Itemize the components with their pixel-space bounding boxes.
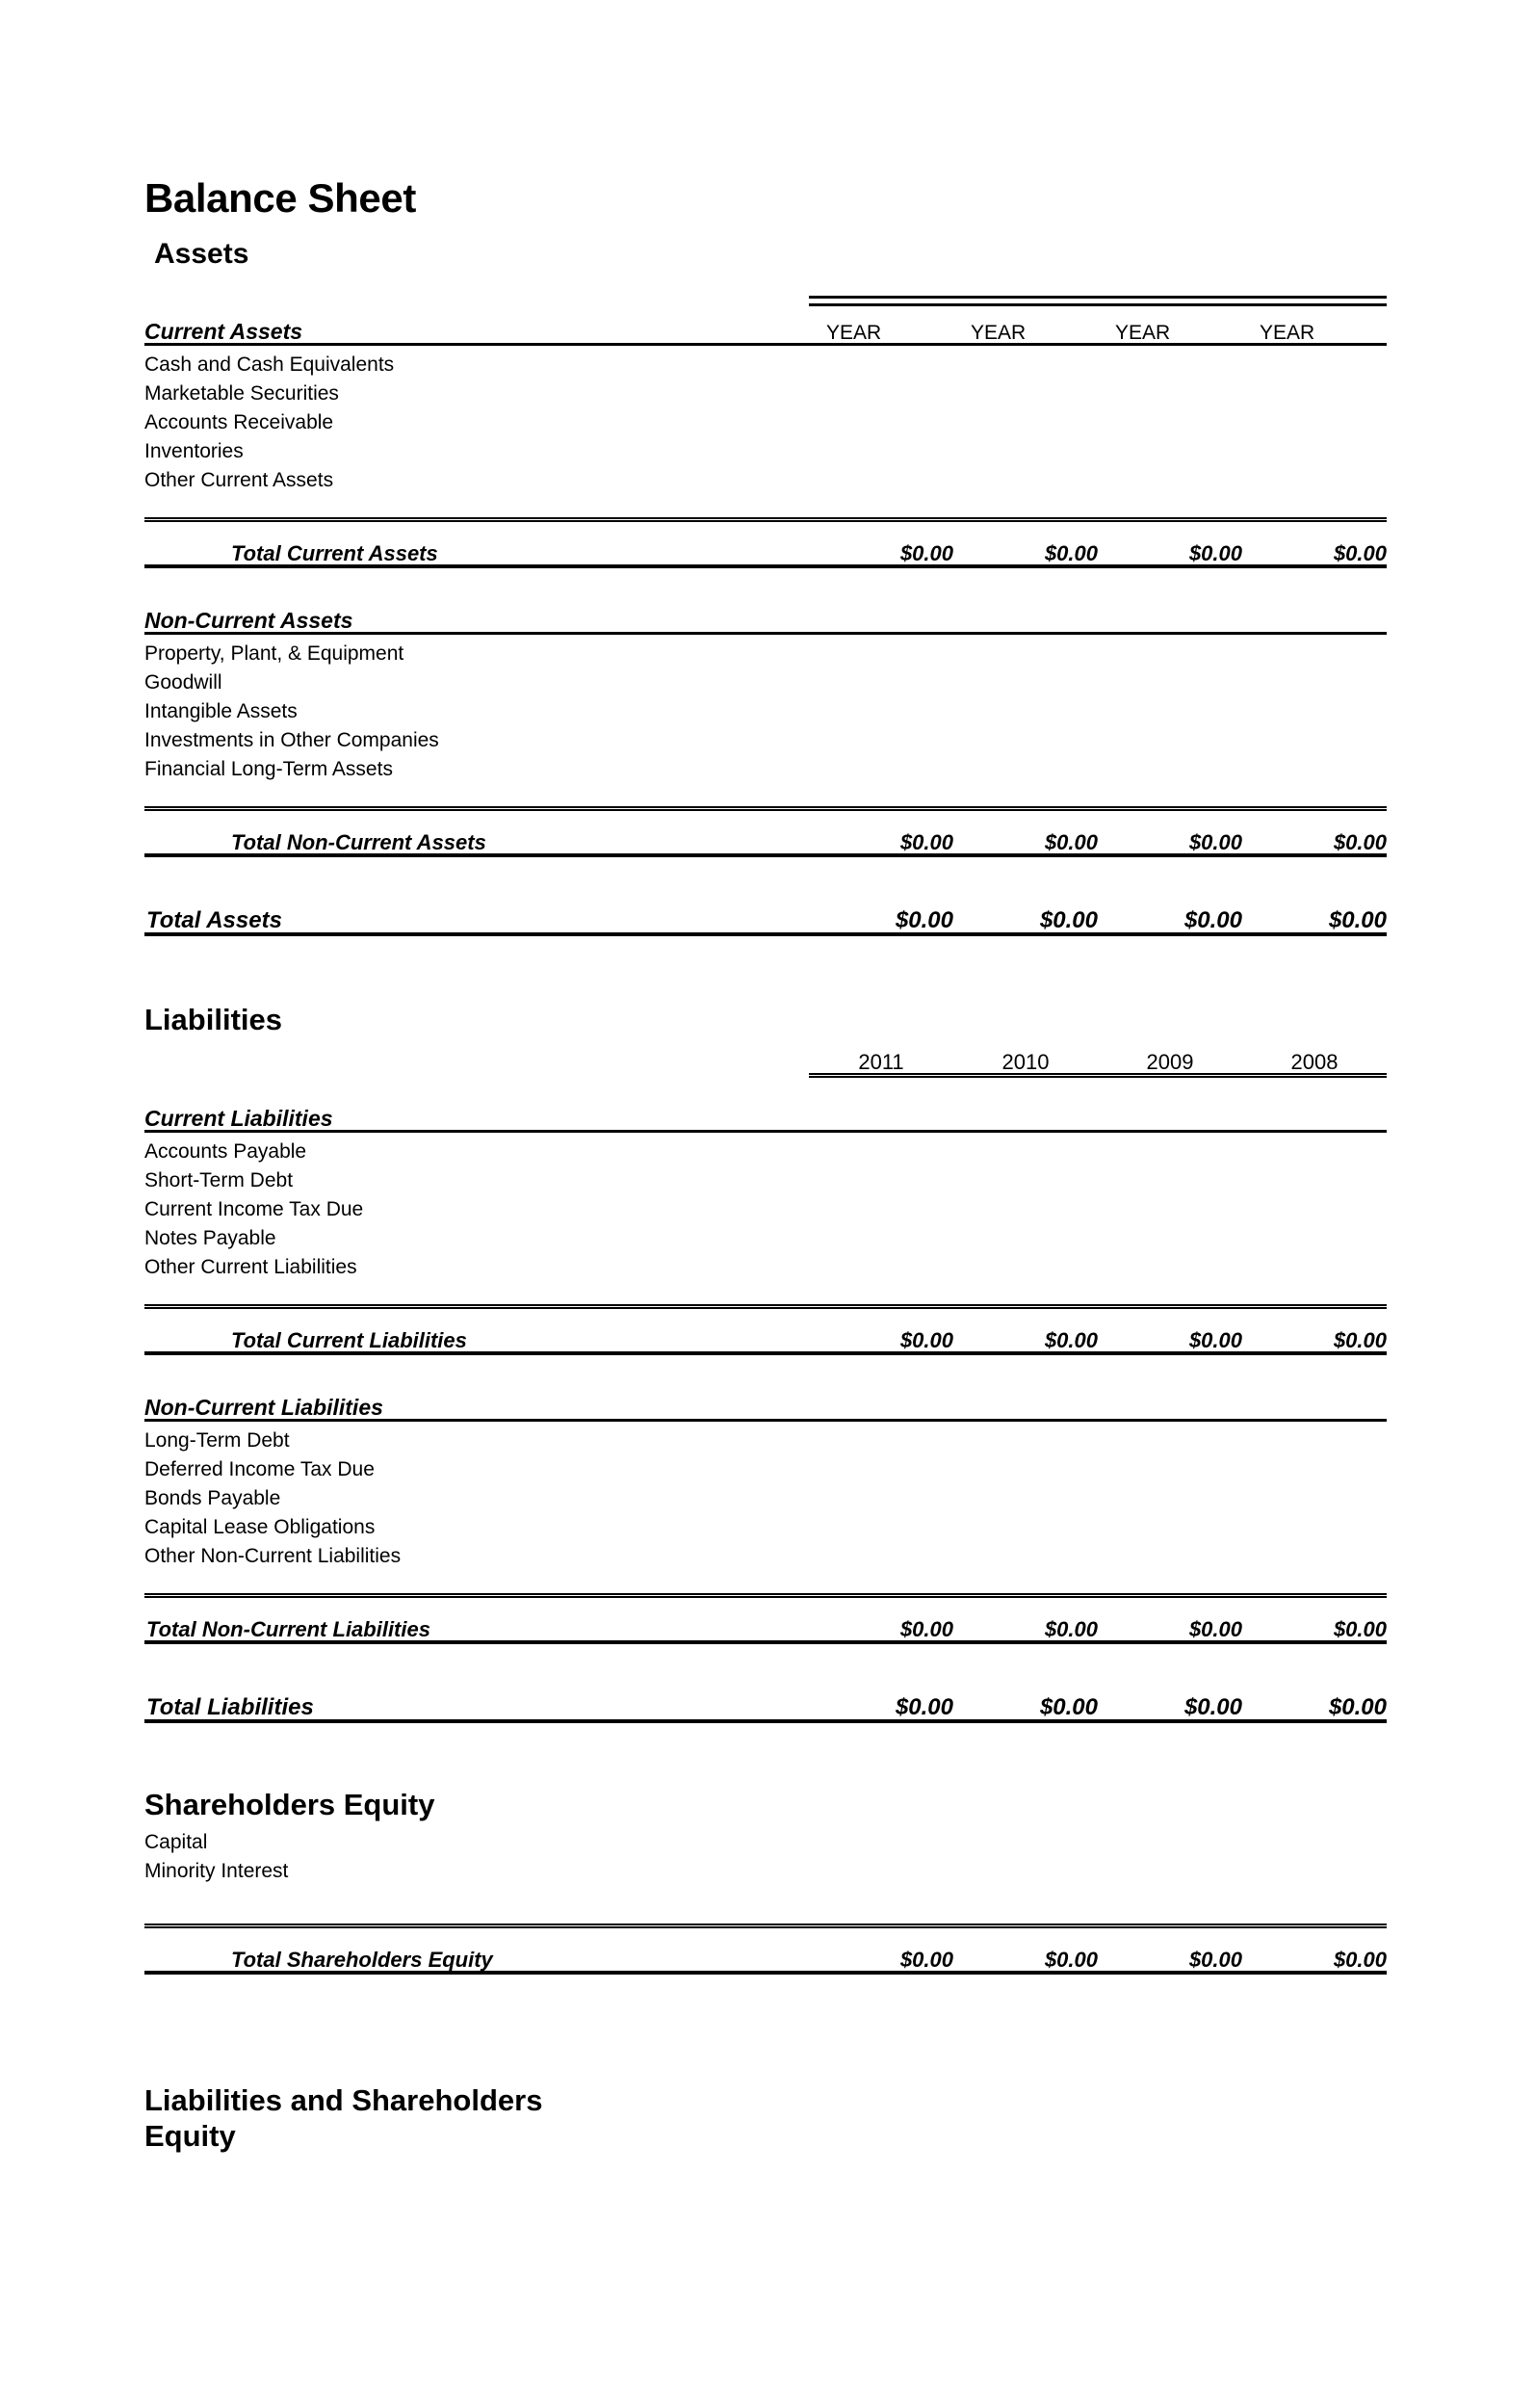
column-header-year-1: YEAR	[809, 305, 953, 345]
total-label: Total Non-Current Assets	[144, 809, 809, 856]
value-cell	[1098, 1852, 1242, 1881]
liabilities-current-group-header	[144, 1093, 1387, 1132]
line-item-label: Long-Term Debt	[144, 1428, 290, 1452]
total-label: Total Non-Current Liabilities	[144, 1595, 809, 1642]
total-noncurrent-liabilities-row	[144, 1595, 1387, 1642]
value-cell	[1098, 750, 1242, 779]
total-shareholders-equity-row	[144, 1925, 1387, 1973]
table-row	[144, 1248, 1387, 1277]
total-value: $0.00	[1098, 1306, 1242, 1353]
value-cell	[1098, 1382, 1242, 1421]
value-cell	[1242, 595, 1387, 634]
column-header-year-1: 2011	[809, 1038, 953, 1076]
grand-total-value: $0.00	[953, 884, 1098, 934]
line-item-label: Deferred Income Tax Due	[144, 1457, 375, 1480]
table-row	[144, 634, 1387, 665]
value-cell	[1242, 721, 1387, 750]
table-row	[144, 345, 1387, 376]
value-cell	[953, 1191, 1098, 1219]
value-cell	[809, 432, 953, 461]
value-cell	[1242, 1162, 1387, 1191]
total-value: $0.00	[953, 1306, 1098, 1353]
value-cell	[809, 1537, 953, 1566]
line-item-label: Accounts Payable	[144, 1139, 307, 1163]
table-row	[144, 1508, 1387, 1537]
line-item-label: Current Income Tax Due	[144, 1197, 364, 1220]
value-cell	[1098, 634, 1242, 665]
value-cell	[1242, 1479, 1387, 1508]
total-liabilities-row	[144, 1671, 1387, 1721]
line-item-label: Capital Lease Obligations	[144, 1515, 376, 1538]
total-value: $0.00	[1098, 520, 1242, 567]
page-title: Balance Sheet	[144, 175, 416, 221]
spacer-row	[144, 1353, 1387, 1382]
value-cell	[1242, 1420, 1387, 1451]
value-cell	[1098, 1093, 1242, 1132]
group-label: Current Liabilities	[144, 1093, 809, 1132]
assets-table	[144, 269, 1387, 936]
line-item-label: Capital	[144, 1830, 208, 1853]
table-row	[144, 1420, 1387, 1451]
line-item-label: Other Current Assets	[144, 469, 334, 491]
table-row	[144, 1852, 1387, 1881]
value-cell	[1098, 721, 1242, 750]
total-value: $0.00	[1098, 809, 1242, 856]
value-cell	[953, 1537, 1098, 1566]
spacer-row	[144, 1642, 1387, 1671]
value-cell	[953, 693, 1098, 721]
total-label: Total Current Assets	[144, 520, 809, 567]
total-value: $0.00	[953, 1925, 1098, 1973]
line-item-label: Intangible Assets	[144, 700, 298, 722]
section-heading-liabilities-and-shareholders-equity	[144, 2082, 1387, 2156]
assets-year-rule	[144, 298, 1387, 305]
value-cell	[953, 1823, 1098, 1852]
grand-total-label: Total Liabilities	[144, 1671, 809, 1721]
table-row	[144, 1451, 1387, 1479]
total-value: $0.00	[809, 1306, 953, 1353]
value-cell	[809, 1219, 953, 1248]
value-cell	[953, 1131, 1098, 1162]
line-item-label: Investments in Other Companies	[144, 729, 439, 751]
value-cell	[809, 1451, 953, 1479]
grand-total-value: $0.00	[1242, 884, 1387, 934]
liabilities-noncurrent-group-header	[144, 1382, 1387, 1421]
value-cell	[1098, 1537, 1242, 1566]
table-row	[144, 721, 1387, 750]
column-header-year-3: 2009	[1098, 1038, 1242, 1076]
line-item-label: Goodwill	[144, 671, 222, 694]
table-row	[144, 1219, 1387, 1248]
value-cell	[1242, 461, 1387, 490]
value-cell	[953, 1451, 1098, 1479]
table-row	[144, 750, 1387, 779]
value-cell	[1098, 1162, 1242, 1191]
value-cell	[953, 1219, 1098, 1248]
value-cell	[1242, 1248, 1387, 1277]
value-cell	[1242, 375, 1387, 404]
total-value: $0.00	[1242, 1925, 1387, 1973]
value-cell	[1098, 1191, 1242, 1219]
value-cell	[809, 404, 953, 432]
total-value: $0.00	[953, 520, 1098, 567]
value-cell	[809, 1852, 953, 1881]
grand-total-value: $0.00	[1242, 1671, 1387, 1721]
table-row	[144, 1823, 1387, 1852]
total-assets-row	[144, 884, 1387, 934]
value-cell	[1242, 634, 1387, 665]
equity-table	[144, 1823, 1387, 1975]
value-cell	[953, 1382, 1098, 1421]
value-cell	[1098, 432, 1242, 461]
value-cell	[953, 461, 1098, 490]
line-item-label: Minority Interest	[144, 1859, 289, 1882]
spacer-row	[144, 1075, 1387, 1093]
value-cell	[1242, 1852, 1387, 1881]
line-item-label: Marketable Securities	[144, 382, 339, 405]
grand-total-label: Total Assets	[144, 884, 809, 934]
total-value: $0.00	[953, 1595, 1098, 1642]
group-label: Non-Current Assets	[144, 595, 809, 634]
line-item-label: Notes Payable	[144, 1226, 276, 1249]
value-cell	[953, 1479, 1098, 1508]
table-row	[144, 404, 1387, 432]
spacer-row	[144, 566, 1387, 595]
spacer-row	[144, 855, 1387, 884]
column-header-year-4: 2008	[1242, 1038, 1387, 1076]
line-item-label: Property, Plant, & Equipment	[144, 642, 404, 665]
value-cell	[1098, 595, 1242, 634]
total-value: $0.00	[1242, 520, 1387, 567]
value-cell	[1242, 1451, 1387, 1479]
value-cell	[1098, 1823, 1242, 1852]
total-label: Total Shareholders Equity	[144, 1925, 809, 1973]
value-cell	[809, 1248, 953, 1277]
table-row	[144, 664, 1387, 693]
section-heading-shareholders-equity: Shareholders Equity	[144, 1787, 435, 1821]
liabilities-table	[144, 1038, 1387, 1723]
value-cell	[809, 750, 953, 779]
value-cell	[1242, 1093, 1387, 1132]
value-cell	[809, 1420, 953, 1451]
value-cell	[809, 345, 953, 376]
value-cell	[809, 461, 953, 490]
line-item-label: Financial Long-Term Assets	[144, 758, 393, 780]
value-cell	[809, 1191, 953, 1219]
value-cell	[1242, 1537, 1387, 1566]
value-cell	[809, 1479, 953, 1508]
spacer-row	[144, 1881, 1387, 1926]
grand-total-value: $0.00	[809, 884, 953, 934]
value-cell	[1098, 1451, 1242, 1479]
value-cell	[1098, 404, 1242, 432]
value-cell	[1242, 1508, 1387, 1537]
value-cell	[1098, 1479, 1242, 1508]
total-value: $0.00	[1098, 1925, 1242, 1973]
value-cell	[809, 1382, 953, 1421]
value-cell	[1242, 432, 1387, 461]
line-item-label: Bonds Payable	[144, 1486, 281, 1509]
value-cell	[1098, 664, 1242, 693]
total-value: $0.00	[1242, 1306, 1387, 1353]
value-cell	[809, 693, 953, 721]
value-cell	[953, 345, 1098, 376]
value-cell	[1098, 375, 1242, 404]
total-label: Total Current Liabilities	[144, 1306, 809, 1353]
spacer-row	[144, 269, 1387, 298]
value-cell	[809, 1162, 953, 1191]
value-cell	[809, 1508, 953, 1537]
table-row	[144, 1537, 1387, 1566]
value-cell	[1242, 750, 1387, 779]
value-cell	[953, 1852, 1098, 1881]
value-cell	[953, 595, 1098, 634]
table-row	[144, 1131, 1387, 1162]
total-value: $0.00	[809, 1595, 953, 1642]
assets-noncurrent-group-header	[144, 595, 1387, 634]
value-cell	[953, 1093, 1098, 1132]
value-cell	[953, 1420, 1098, 1451]
value-cell	[809, 634, 953, 665]
group-label: Current Assets	[144, 305, 809, 345]
spacer-row	[144, 779, 1387, 809]
assets-current-group-header	[144, 305, 1387, 345]
value-cell	[1242, 345, 1387, 376]
grand-total-value: $0.00	[953, 1671, 1098, 1721]
table-row	[144, 375, 1387, 404]
value-cell	[953, 664, 1098, 693]
section-heading-liabilities: Liabilities	[144, 1003, 282, 1036]
table-row	[144, 432, 1387, 461]
column-header-year-4: YEAR	[1242, 305, 1387, 345]
value-cell	[953, 721, 1098, 750]
value-cell	[809, 1823, 953, 1852]
column-header-year-3: YEAR	[1098, 305, 1242, 345]
grand-total-value: $0.00	[809, 1671, 953, 1721]
value-cell	[953, 1162, 1098, 1191]
grand-total-value: $0.00	[1098, 884, 1242, 934]
total-value: $0.00	[1242, 1595, 1387, 1642]
value-cell	[953, 750, 1098, 779]
table-row	[144, 1191, 1387, 1219]
value-cell	[1098, 1219, 1242, 1248]
value-cell	[1098, 461, 1242, 490]
liabilities-year-header-row	[144, 1038, 1387, 1076]
line-item-label: Inventories	[144, 440, 244, 462]
table-row	[144, 1162, 1387, 1191]
table-row	[144, 1479, 1387, 1508]
line-item-label: Accounts Receivable	[144, 411, 334, 433]
value-cell	[1242, 1131, 1387, 1162]
line-item-label: Short-Term Debt	[144, 1168, 294, 1191]
total-value: $0.00	[953, 809, 1098, 856]
value-cell	[1242, 1219, 1387, 1248]
section-heading-assets: Assets	[154, 238, 249, 270]
value-cell	[953, 404, 1098, 432]
value-cell	[1098, 345, 1242, 376]
total-noncurrent-assets-row	[144, 809, 1387, 856]
table-row	[144, 461, 1387, 490]
footer-heading-line-1: Liabilities and Shareholders	[144, 2082, 543, 2117]
value-cell	[1242, 1191, 1387, 1219]
grand-total-value: $0.00	[1098, 1671, 1242, 1721]
total-current-liabilities-row	[144, 1306, 1387, 1353]
value-cell	[1098, 1131, 1242, 1162]
total-value: $0.00	[809, 520, 953, 567]
balance-sheet-content	[144, 175, 1387, 2155]
group-label: Non-Current Liabilities	[144, 1382, 809, 1421]
value-cell	[809, 375, 953, 404]
line-item-label: Other Current Liabilities	[144, 1255, 357, 1278]
value-cell	[953, 1508, 1098, 1537]
spacer-row	[144, 1566, 1387, 1596]
value-cell	[1242, 1823, 1387, 1852]
spacer-row	[144, 490, 1387, 520]
value-cell	[809, 1093, 953, 1132]
value-cell	[953, 375, 1098, 404]
total-value: $0.00	[809, 809, 953, 856]
spacer-row	[144, 1277, 1387, 1307]
table-row	[144, 693, 1387, 721]
column-header-year-2: YEAR	[953, 305, 1098, 345]
value-cell	[1098, 1248, 1242, 1277]
value-cell	[1098, 1508, 1242, 1537]
total-value: $0.00	[1242, 809, 1387, 856]
value-cell	[953, 432, 1098, 461]
value-cell	[953, 1248, 1098, 1277]
total-value: $0.00	[809, 1925, 953, 1973]
value-cell	[809, 595, 953, 634]
value-cell	[809, 1131, 953, 1162]
value-cell	[1098, 693, 1242, 721]
footer-heading-line-2: Equity	[144, 2119, 236, 2154]
value-cell	[1242, 693, 1387, 721]
value-cell	[953, 634, 1098, 665]
column-header-year-2: 2010	[953, 1038, 1098, 1076]
line-item-label: Cash and Cash Equivalents	[144, 353, 395, 376]
value-cell	[809, 721, 953, 750]
value-cell	[1242, 664, 1387, 693]
total-current-assets-row	[144, 520, 1387, 567]
value-cell	[1242, 1382, 1387, 1421]
value-cell	[1098, 1420, 1242, 1451]
value-cell	[1242, 404, 1387, 432]
total-value: $0.00	[1098, 1595, 1242, 1642]
line-item-label: Other Non-Current Liabilities	[144, 1544, 402, 1567]
value-cell	[809, 664, 953, 693]
